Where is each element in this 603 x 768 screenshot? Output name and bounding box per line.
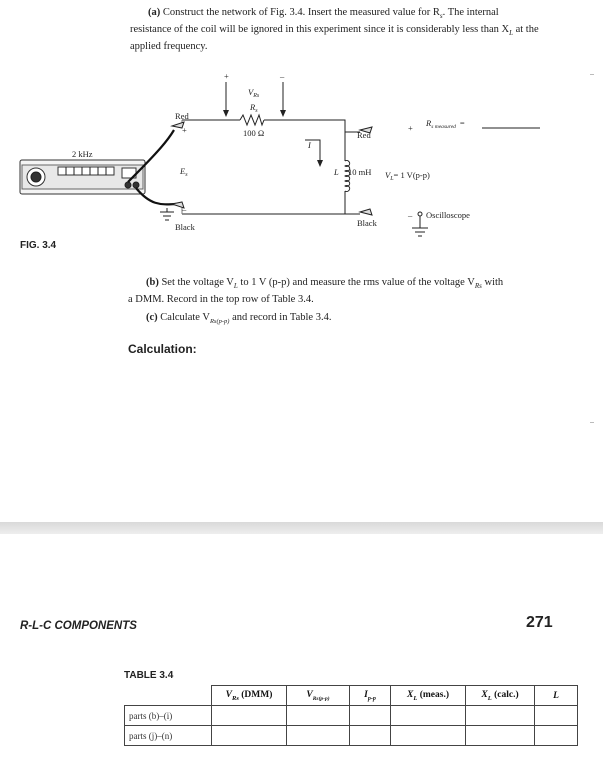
red-lead-cable — [128, 130, 174, 182]
rs-measured-label: $R_{s measured}$ = — [426, 118, 465, 130]
row-label-b-i: parts (b)–(i) — [125, 706, 212, 726]
cell-input[interactable] — [466, 726, 535, 746]
part-a-label: (a) — [148, 7, 161, 18]
cell-input[interactable] — [350, 726, 391, 746]
paragraph-c: (c) Calculate $V_{Rs(p-p)}$ and record in Table 3.4. — [146, 312, 332, 326]
cell-input[interactable] — [212, 726, 287, 746]
cell-input[interactable] — [535, 726, 578, 746]
page-number: 271 — [526, 614, 553, 631]
red-label-right: Red — [357, 130, 371, 140]
cell-input[interactable] — [535, 706, 578, 726]
circuit-diagram — [0, 60, 603, 260]
cell-input[interactable] — [391, 706, 466, 726]
scope-minus: – — [408, 210, 413, 220]
header-vrs-dmm: $V_{Rs}$ (DMM) — [212, 686, 287, 706]
source-minus: – — [182, 204, 187, 214]
resistor-value: 100 Ω — [243, 128, 265, 138]
part-b-line2: a DMM. Record in the top row of Table 3.4. — [128, 294, 314, 306]
header-xl-meas: $X_L$ (meas.) — [391, 686, 466, 706]
oscilloscope-label: Oscilloscope — [426, 210, 470, 220]
header-xl-calc: $X_L$ (calc.) — [466, 686, 535, 706]
row-label-j-n: parts (j)–(n) — [125, 726, 212, 746]
cell-input[interactable] — [287, 726, 350, 746]
vrs-plus: + — [224, 71, 229, 81]
vl-label: $V_L= 1$ V(p-p) — [385, 170, 430, 182]
table-row — [125, 726, 578, 746]
header-l: L — [535, 686, 578, 706]
cell-input[interactable] — [212, 706, 287, 726]
margin-mark — [590, 74, 594, 75]
part-a-line3: applied frequency. — [130, 41, 208, 53]
cell-input[interactable] — [350, 706, 391, 726]
es-label: $E_s$ — [180, 166, 188, 178]
paragraph-a: (a) Construct the network of Fig. 3.4. Insert the measured value for $R_s$. The internal resistance of the coil will be ignored in this experiment since it is considerably less than $X_L$ at the applied frequency. — [130, 6, 570, 53]
black-label-right: Black — [357, 218, 377, 228]
cell-input[interactable] — [466, 706, 535, 726]
part-b-label: (b) — [146, 277, 159, 288]
inductor-label: L — [334, 167, 339, 177]
part-a-line1: Construct the network of Fig. 3.4. Insert the measured value for R — [162, 7, 440, 18]
part-c-label: (c) — [146, 312, 158, 323]
paragraph-b: (b) Set the voltage $V_L$ to 1 V (p-p) and measure the rms value of the voltage $V_{Rs}$ with a DMM. Record in the top row of Table 3.4. — [128, 276, 568, 306]
vrs-label: $V_{Rs}$ — [248, 87, 260, 99]
table-header-corner — [125, 686, 212, 706]
header-ipp: $I_{p-p}$ — [350, 686, 391, 706]
header-vrs-pp: $V_{Rs(p-p)}$ — [287, 686, 350, 706]
resistor-symbol — [240, 115, 264, 125]
table-header-row — [125, 686, 578, 706]
source-plus: + — [182, 125, 187, 135]
calculation-heading: Calculation: — [128, 342, 197, 356]
data-table — [124, 685, 578, 746]
current-label: I — [308, 140, 311, 150]
page-divider — [0, 522, 603, 534]
section-title: R-L-C COMPONENTS — [20, 620, 137, 632]
margin-mark — [590, 422, 594, 423]
table-row — [125, 706, 578, 726]
rs-measured-plus: + — [408, 123, 413, 133]
cell-input[interactable] — [287, 706, 350, 726]
rs-label: $R_s$ — [250, 102, 258, 114]
vrs-minus: – — [280, 71, 285, 81]
red-label-left: Red — [175, 111, 189, 121]
black-label-left: Black — [175, 222, 195, 232]
generator-frequency: 2 kHz — [72, 149, 93, 159]
figure-caption: FIG. 3.4 — [20, 240, 57, 251]
cell-input[interactable] — [391, 726, 466, 746]
inductor-value: 10 mH — [348, 167, 372, 177]
part-a-sub-s: s — [439, 12, 443, 21]
part-a-line2: resistance of the coil will be ignored in this experiment since it is considerably less than X — [130, 24, 510, 36]
table-title: TABLE 3.4 — [124, 670, 174, 681]
